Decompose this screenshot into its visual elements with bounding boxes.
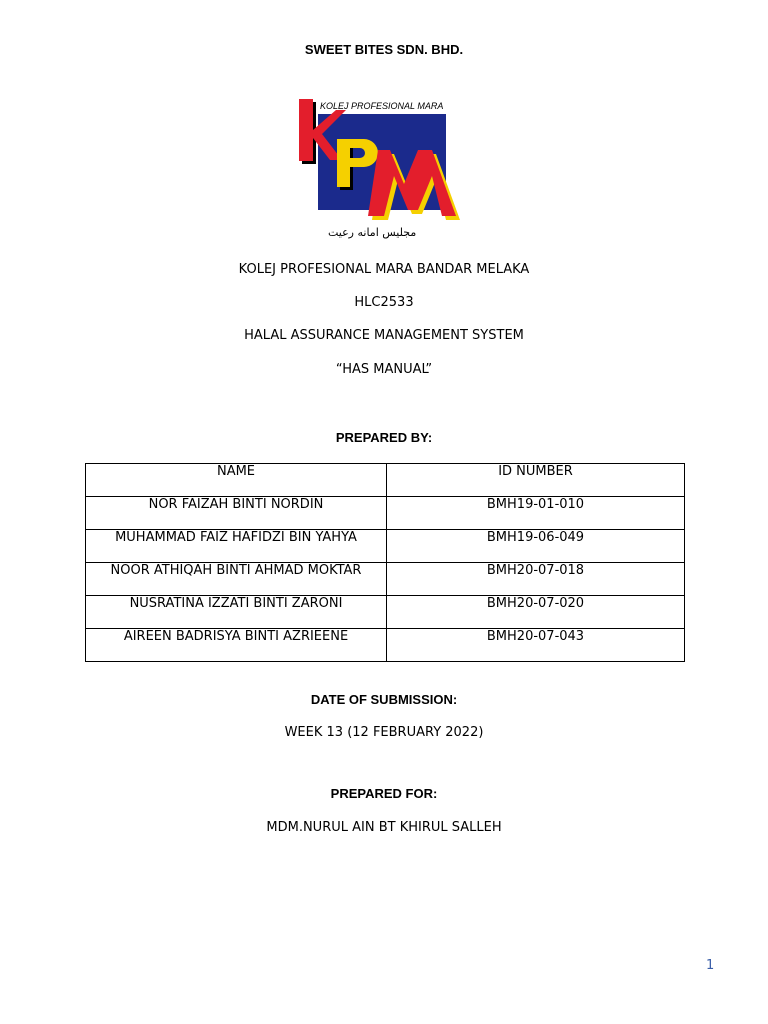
prepared-for-value: MDM.NURUL AIN BT KHIRUL SALLEH <box>266 820 502 835</box>
table-row <box>86 563 685 596</box>
table-header-row <box>86 464 685 497</box>
header-name: NAME <box>86 464 387 497</box>
member-name: NUSRATINA IZZATI BINTI ZARONI <box>86 596 387 629</box>
table-row <box>86 629 685 662</box>
prepared-for-label: PREPARED FOR: <box>330 786 438 801</box>
document-title: “HAS MANUAL” <box>335 362 433 377</box>
page-number: 1 <box>706 958 715 973</box>
member-id: BMH19-06-049 <box>387 530 685 563</box>
member-id: BMH20-07-018 <box>387 563 685 596</box>
date-of-submission-label: DATE OF SUBMISSION: <box>310 692 458 707</box>
prepared-by-label: PREPARED BY: <box>335 430 433 445</box>
table-row <box>86 497 685 530</box>
member-id: BMH20-07-020 <box>387 596 685 629</box>
logo-arabic-text: مجليس امانه رعيت <box>328 226 417 239</box>
course-code: HLC2533 <box>354 295 414 310</box>
kpm-logo-icon <box>290 96 466 242</box>
header-id: ID NUMBER <box>387 464 685 497</box>
college-name: KOLEJ PROFESIONAL MARA BANDAR MELAKA <box>238 262 530 277</box>
logo-top-text: KOLEJ PROFESIONAL MARA <box>320 101 444 111</box>
members-table <box>85 463 685 662</box>
member-name: AIREEN BADRISYA BINTI AZRIEENE <box>86 629 387 662</box>
member-name: NOR FAIZAH BINTI NORDIN <box>86 497 387 530</box>
table-row <box>86 596 685 629</box>
date-of-submission-value: WEEK 13 (12 FEBRUARY 2022) <box>284 725 484 740</box>
member-id: BMH19-01-010 <box>387 497 685 530</box>
course-name: HALAL ASSURANCE MANAGEMENT SYSTEM <box>244 328 524 343</box>
table-row <box>86 530 685 563</box>
company-title: SWEET BITES SDN. BHD. <box>304 42 464 57</box>
member-id: BMH20-07-043 <box>387 629 685 662</box>
member-name: MUHAMMAD FAIZ HAFIDZI BIN YAHYA <box>86 530 387 563</box>
member-name: NOOR ATHIQAH BINTI AHMAD MOKTAR <box>86 563 387 596</box>
